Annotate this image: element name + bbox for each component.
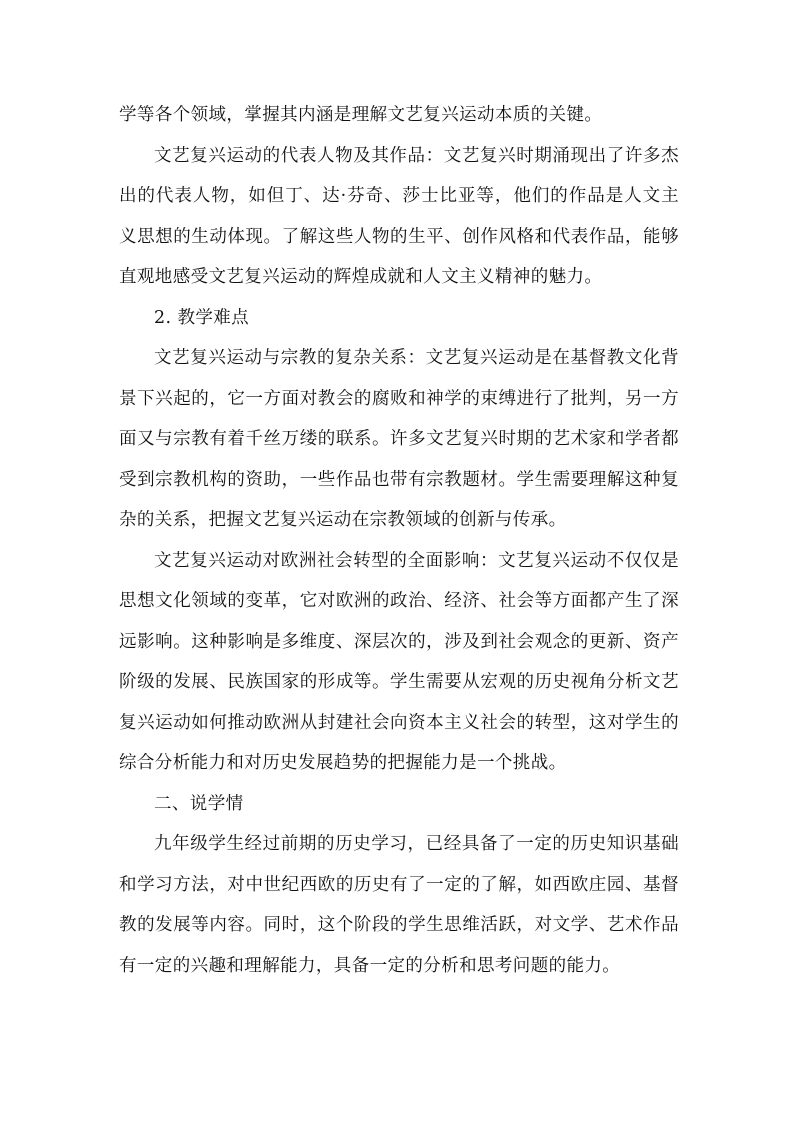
section-heading-teaching-difficulties: 2. 教学难点 bbox=[154, 307, 250, 328]
paragraph-representative-figures: 文艺复兴运动的代表人物及其作品：文艺复兴时期涌现出了许多杰出的代表人物，如但丁、达·芬奇、莎士比亚等，他们的作品是人文主义思想的生动体现。了解这些人物的生平、创作风格和代表作品，能够直观地感受文艺复兴运动的辉煌成就和人文主义精神的魅力。 bbox=[119, 145, 679, 287]
paragraph-religion-relationship: 文艺复兴运动与宗教的复杂关系：文艺复兴运动是在基督教文化背景下兴起的，它一方面对教会的腐败和神学的束缚进行了批判，另一方面又与宗教有着千丝万缕的联系。许多文艺复兴时期的艺术家和学者都受到宗教机构的资助，一些作品也带有宗教题材。学生需要理解这种复杂的关系，把握文艺复兴运动在宗教领域的创新与传承。 bbox=[119, 348, 679, 530]
paragraph-continuation: 学等各个领域，掌握其内涵是理解文艺复兴运动本质的关键。 bbox=[119, 105, 603, 125]
paragraph-student-situation: 九年级学生经过前期的历史学习，已经具备了一定的历史知识基础和学习方法，对中世纪西欧的历史有了一定的了解，如西欧庄园、基督教的发展等内容。同时，这个阶段的学生思维活跃，对文学、艺术作品有一定的兴趣和理解能力，具备一定的分析和思考问题的能力。 bbox=[119, 834, 679, 976]
document-body bbox=[119, 95, 679, 986]
paragraph-social-transformation: 文艺复兴运动对欧洲社会转型的全面影响：文艺复兴运动不仅仅是思想文化领域的变革，它对欧洲的政治、经济、社会等方面都产生了深远影响。这种影响是多维度、深层次的，涉及到社会观念的更新、资产阶级的发展、民族国家的形成等。学生需要从宏观的历史视角分析文艺复兴运动如何推动欧洲从封建社会向资本主义社会的转型，这对学生的综合分析能力和对历史发展趋势的把握能力是一个挑战。 bbox=[119, 550, 679, 773]
section-heading-student-analysis: 二、说学情 bbox=[154, 793, 244, 814]
